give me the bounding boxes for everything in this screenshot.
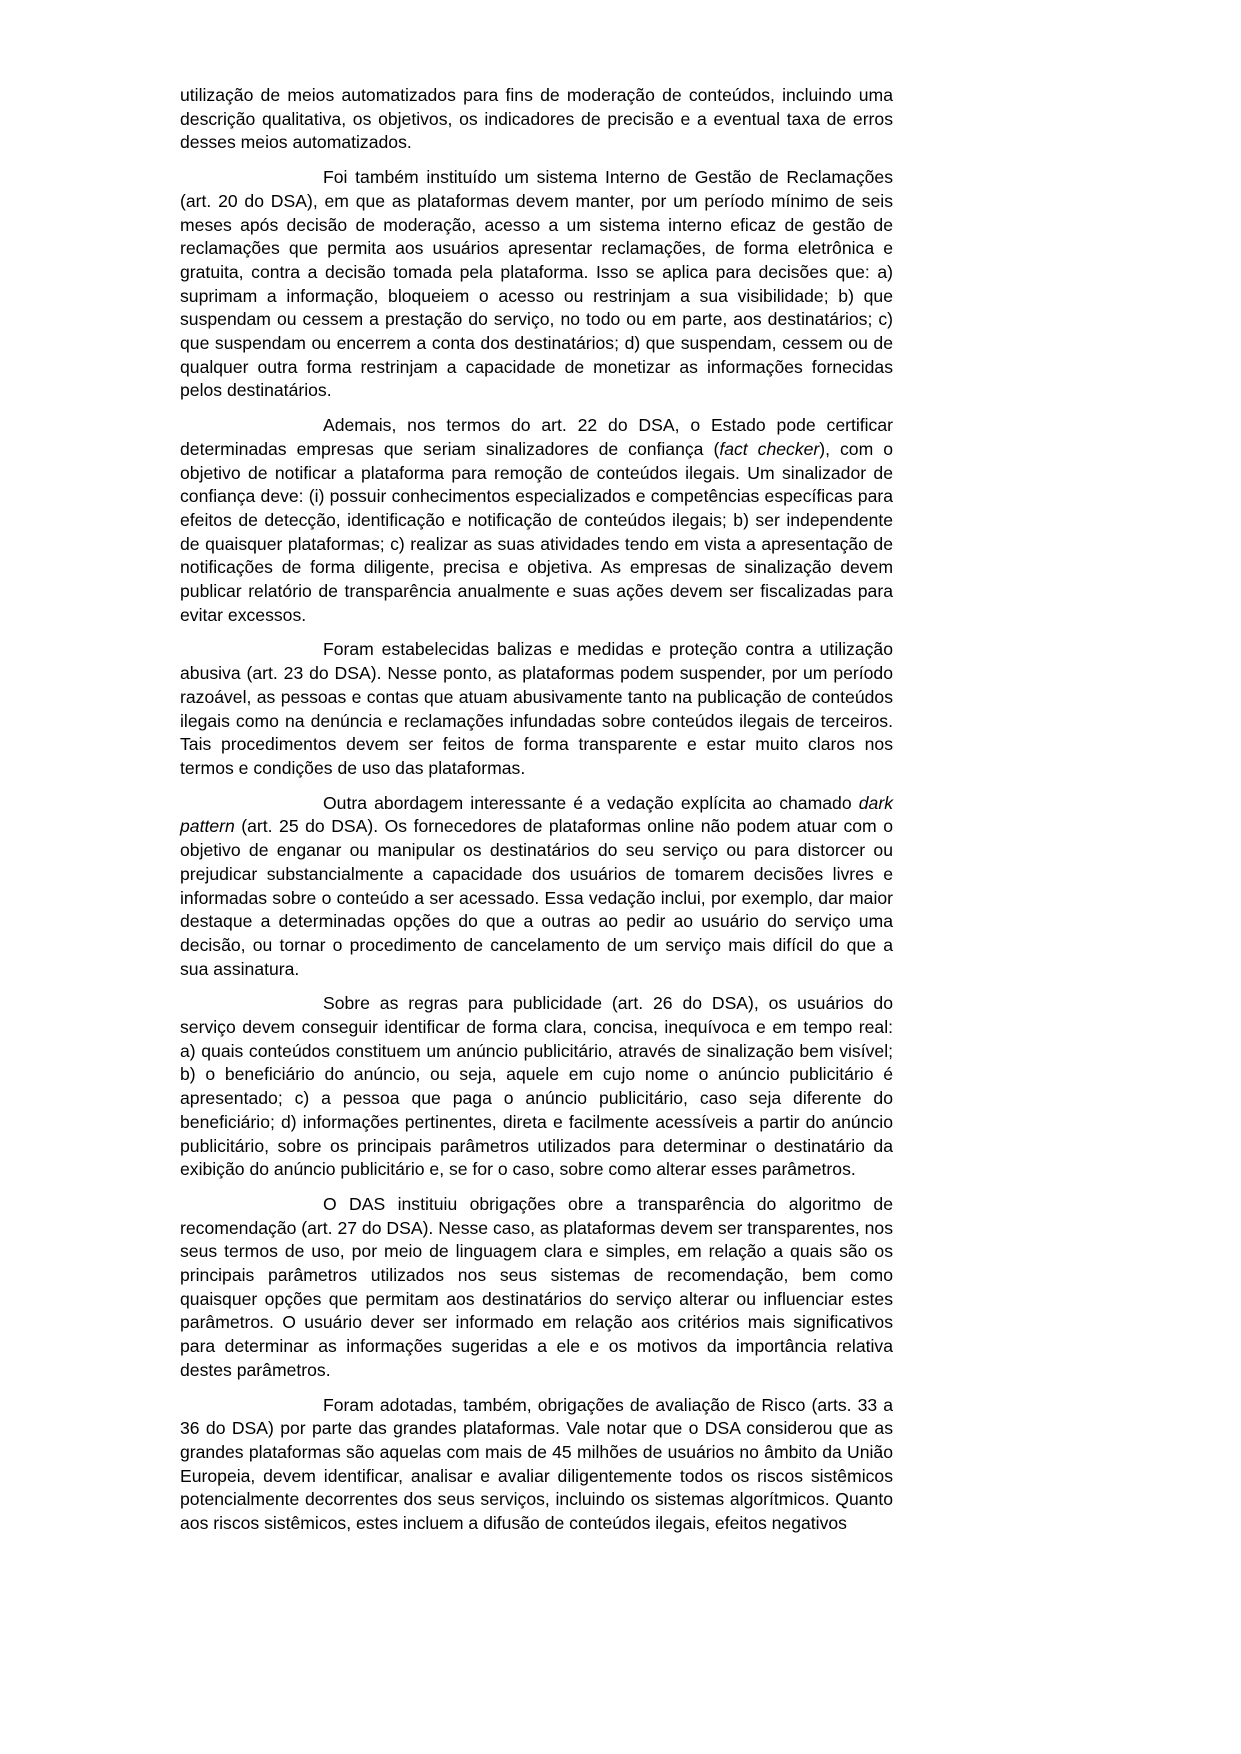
text-segment: Foram adotadas, também, obrigações de avaliação de Risco (arts. 33 a 36 do DSA) por parte das grandes plataformas. Vale notar que o DSA considerou que as grandes plataformas são aquelas com mais de 45 milhões de usuários no âmbito da União Europeia, devem identificar, analisar e avaliar diligentemente todos os riscos sistêmicos potencialmente decorrentes dos seus serviços, incluindo os sistemas algorítmicos. Quanto aos riscos sistêmicos, estes incluem a difusão de conteúdos ilegais, efeitos negativos xyxy=(180,1394,893,1534)
text-segment: Sobre as regras para publicidade (art. 26 do DSA), os usuários do serviço devem conseguir identificar de forma clara, concisa, inequívoca e em tempo real: a) quais conteúdos constituem um anúncio publicitário, através de sinalização bem visível; b) o beneficiário do anúncio, ou seja, aquele em cujo nome o anúncio publicitário é apresentado; c) a pessoa que paga o anúncio publicitário, caso seja diferente do beneficiário; d) informações pertinentes, direta e facilmente acessíveis a partir do anúncio publicitário, sobre os principais parâmetros utilizados para determinar o destinatário da exibição do anúncio publicitário e, se for o caso, sobre como alterar esses parâmetros. xyxy=(180,993,893,1180)
text-segment: Ademais, nos termos do art. 22 do DSA, o Estado pode certificar determinadas empresas que seriam sinalizadores de confiança ( xyxy=(180,415,893,459)
text-segment: (art. 25 do DSA). Os fornecedores de plataformas online não podem atuar com o objetivo de enganar ou manipular os destinatários do seu serviço ou para distorcer ou prejudicar substancialmente a capacidade dos usuários de tomarem decisões livres e informadas sobre o conteúdo a ser acessado. Essa vedação inclui, por exemplo, dar maior destaque a determinadas opções do que a outras ao pedir ao usuário do serviço uma decisão, ou tornar o procedimento de cancelamento de um serviço mais difícil do que a sua assinatura. xyxy=(180,816,893,979)
paragraph-complaints-system xyxy=(180,166,893,403)
text-segment: Foram estabelecidas balizas e medidas e proteção contra a utilização abusiva (art. 23 do DSA). Nesse ponto, as plataformas podem suspender, por um período razoável, as pessoas e contas que atuam abusivamente tanto na publicação de conteúdos ilegais como na denúncia e reclamações infundadas sobre conteúdos ilegais de terceiros. Tais procedimentos devem ser feitos de forma transparente e estar muito claros nos termos e condições de uso das plataformas. xyxy=(180,639,893,778)
paragraph-advertising-rules xyxy=(180,992,893,1182)
paragraph-abusive-use xyxy=(180,638,893,780)
paragraph-dark-pattern xyxy=(180,792,893,982)
text-segment: O DAS instituiu obrigações obre a transparência do algoritmo de recomendação (art. 27 do DSA). Nesse caso, as plataformas devem ser transparentes, nos seus termos de uso, por meio de linguagem clara e simples, em relação a quais são os principais parâmetros utilizados nos seus sistemas de recomendação, bem como quaisquer opções que permitam aos destinatários do serviço alterar ou influenciar estes parâmetros. O usuário dever ser informado em relação aos critérios mais significativos para determinar as informações sugeridas a ele e os motivos da importância relativa destes parâmetros. xyxy=(180,1193,893,1380)
paragraph-recommendation-transparency xyxy=(180,1193,893,1383)
text-segment: utilização de meios automatizados para fins de moderação de conteúdos, incluindo uma descrição qualitativa, os objetivos, os indicadores de precisão e a eventual taxa de erros desses meios automatizados. xyxy=(180,85,893,153)
text-segment: Foi também instituído um sistema Interno de Gestão de Reclamações (art. 20 do DSA), em que as plataformas devem manter, por um período mínimo de seis meses após decisão de moderação, acesso a um sistema interno eficaz de gestão de reclamações que permita aos usuários apresentar reclamações, de forma eletrônica e gratuita, contra a decisão tomada pela plataforma. Isso se aplica para decisões que: a) suprimam a informação, bloqueiem o acesso ou restrinjam a sua visibilidade; b) que suspendam ou cessem a prestação do serviço, no todo ou em parte, aos destinatários; c) que suspendam ou encerrem a conta dos destinatários; d) que suspendam, cessem ou de qualquer outra forma restrinjam a capacidade de monetizar as informações fornecidas pelos destinatários. xyxy=(180,167,893,401)
document-page xyxy=(180,84,893,1547)
paragraph-trusted-flaggers xyxy=(180,414,893,627)
text-segment: Outra abordagem interessante é a vedação explícita ao chamado xyxy=(323,792,859,813)
italic-term: fact checker xyxy=(719,438,820,459)
italic-term: dark pattern xyxy=(180,792,893,837)
paragraph-risk-assessment xyxy=(180,1394,893,1536)
text-segment: ), com o objetivo de notificar a plataforma para remoção de conteúdos ilegais. Um sinalizador de confiança deve: (i) possuir conhecimentos especializados e competências específicas para efeitos de detecção, identificação e notificação de conteúdos ilegais; b) ser independente de quaisquer plataformas; c) realizar as suas atividades tendo em vista a apresentação de notificações de forma diligente, precisa e objetiva. As empresas de sinalização devem publicar relatório de transparência anualmente e suas ações devem ser fiscalizadas para evitar excessos. xyxy=(180,438,894,625)
paragraph-moderation-continuation xyxy=(180,84,893,155)
